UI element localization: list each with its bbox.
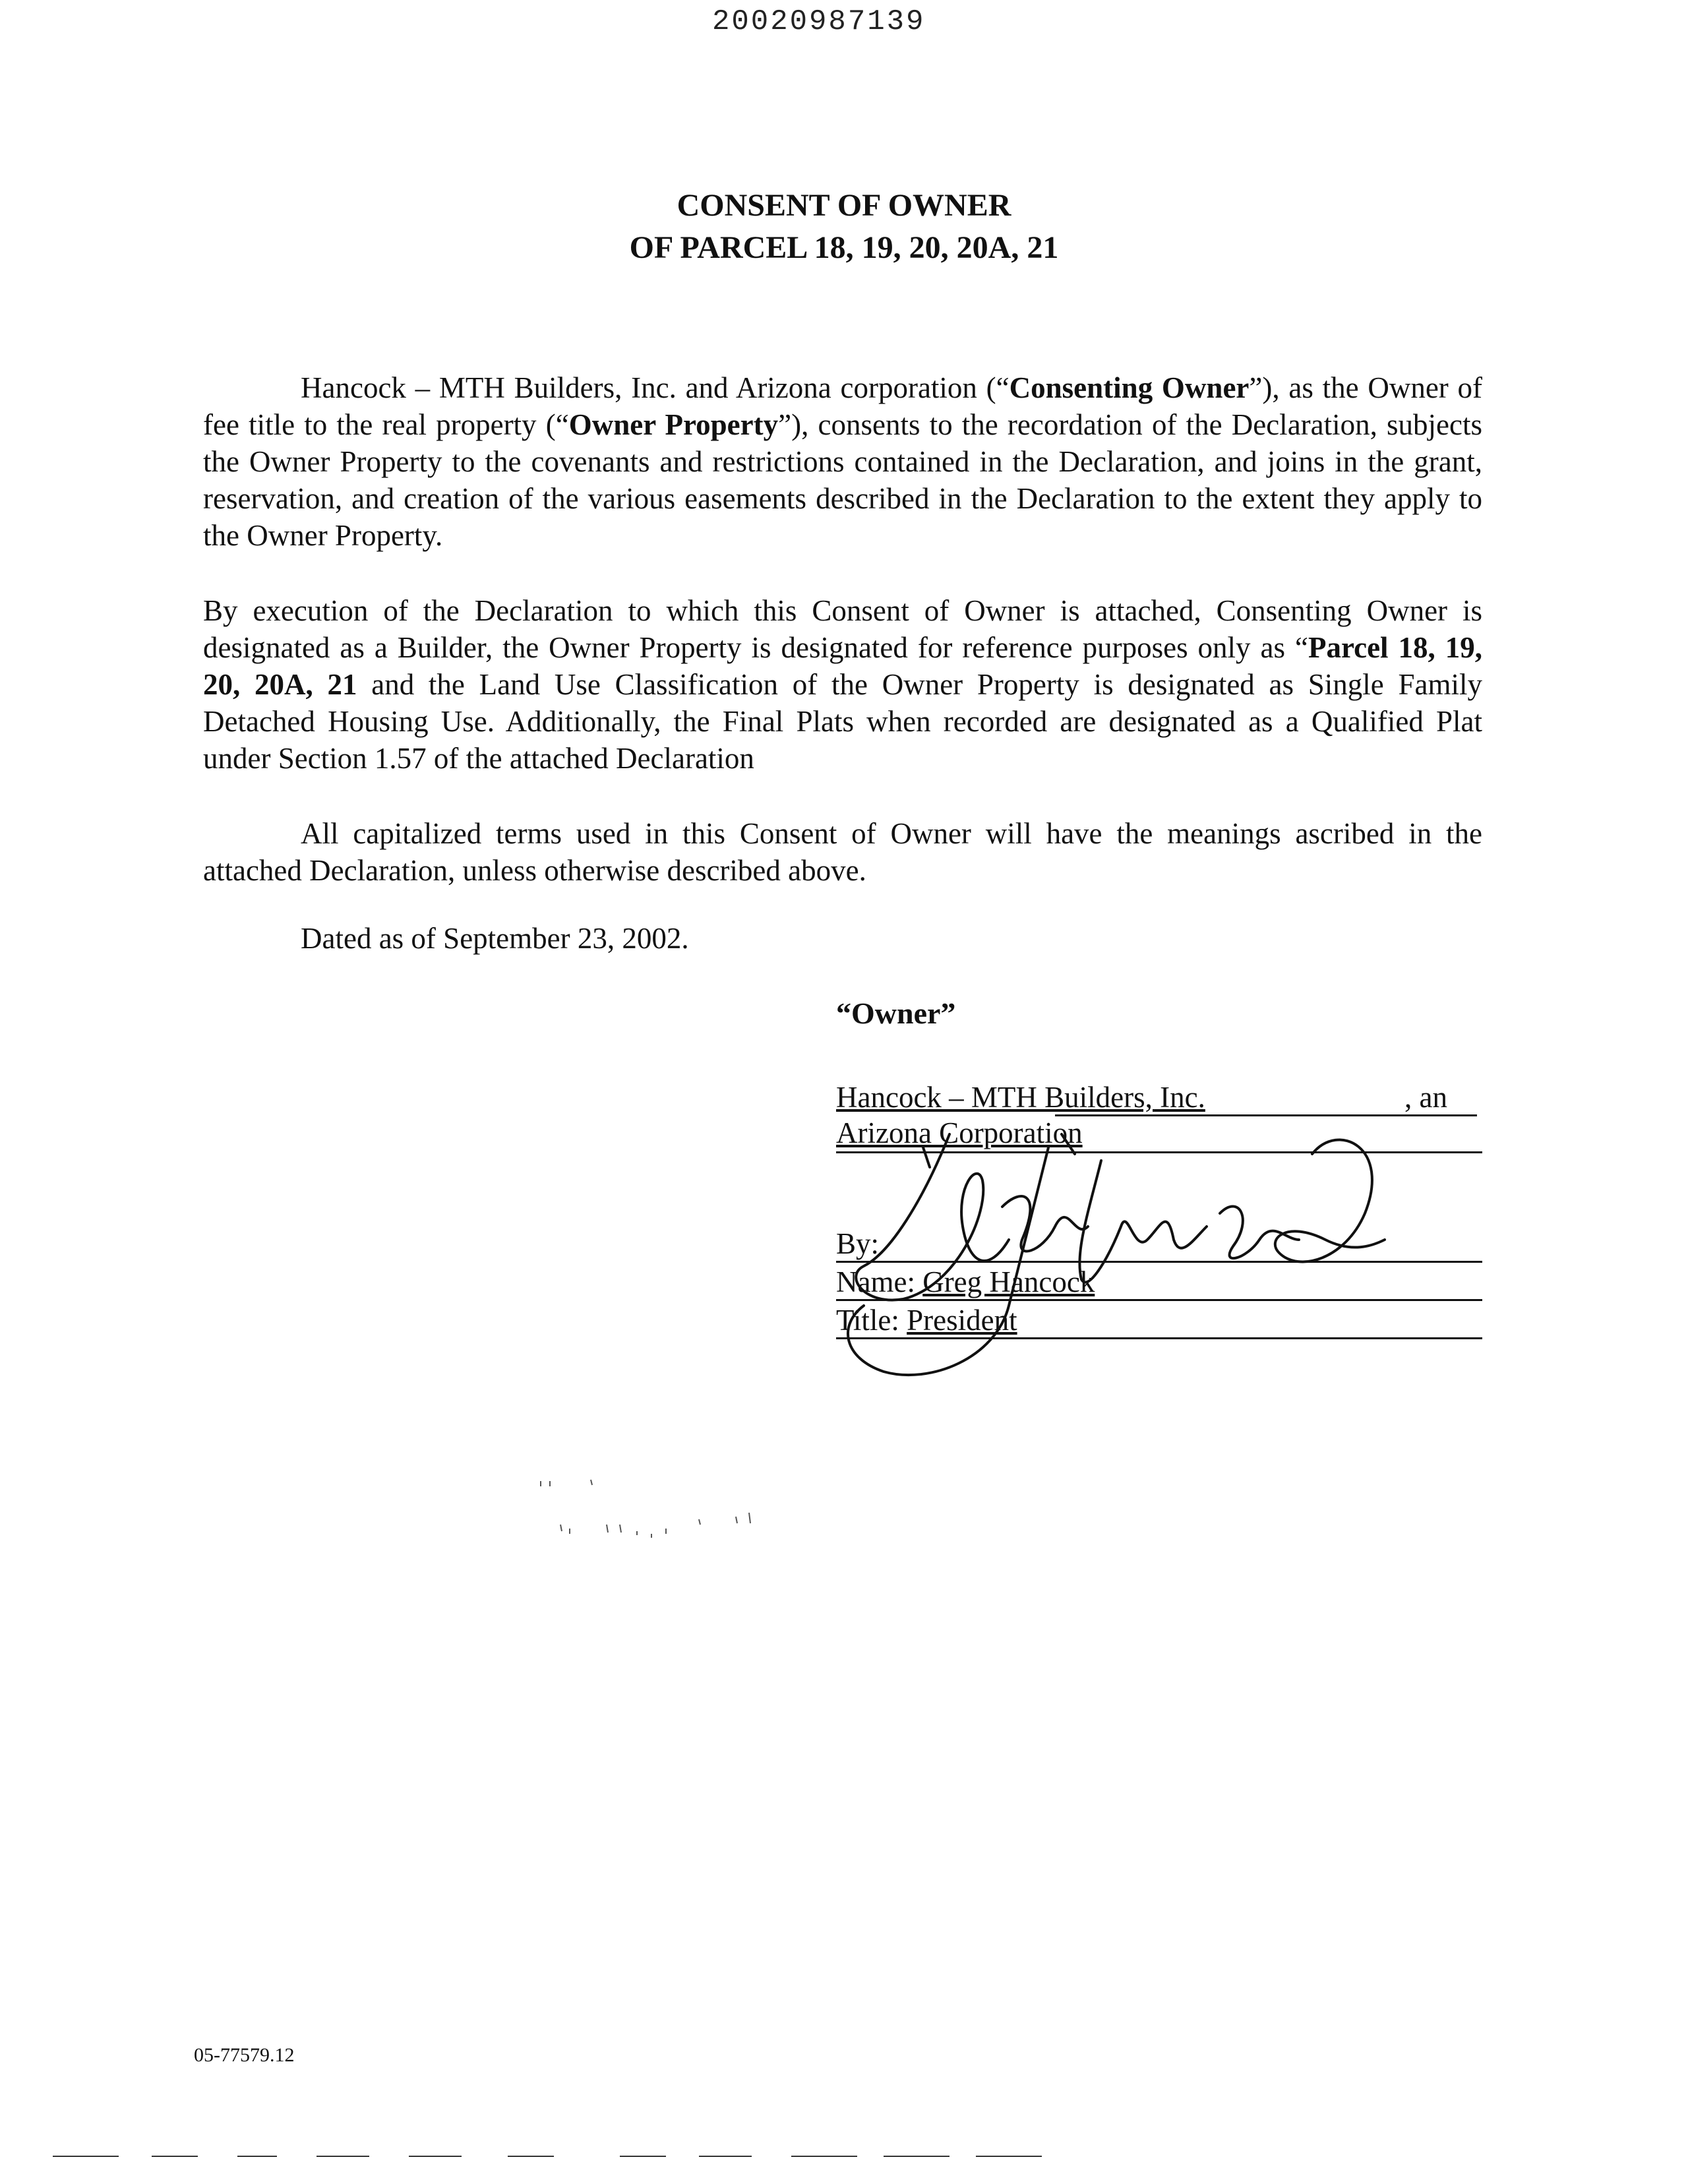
handwritten-signature xyxy=(824,1108,1391,1411)
p1-consenting-owner: Consenting Owner xyxy=(1009,371,1250,404)
paragraph-consent xyxy=(203,369,1482,554)
footer-code: 05-77579.12 xyxy=(194,2044,295,2066)
p1-text-e: ”), consents to the recordation of the Declaration, subjects the Owner Property to the covenants and restrictions contained in the Declaration, and joins in the grant, reservation, and creation of the various easements described in the Declaration to the extent they apply to the Owner Property. xyxy=(203,408,1483,552)
by-label: By: xyxy=(836,1227,880,1260)
title-label: Title: xyxy=(836,1304,899,1337)
p1-text-c: ”), as the Owner of fee title to the real property (“ xyxy=(203,371,1483,441)
name-label: Name: xyxy=(836,1265,915,1298)
scan-bottom-edge xyxy=(53,2150,1055,2163)
p2-text-c: and the Land Use Classification of the Owner Property is designated as Single Family Detached Housing Use. Additionally, the Final Plats when recorded are designated as a Qualified Plat under Section 1.57 of the attached Declaration xyxy=(203,668,1483,775)
title-value: President xyxy=(907,1304,1017,1337)
title-line-2: OF PARCEL 18, 19, 20, 20A, 21 xyxy=(629,230,1059,265)
p2-parcel: Parcel 18, 19, 20, 20A, 21 xyxy=(203,631,1482,701)
document-title xyxy=(0,185,1688,269)
document-number: 20020987139 xyxy=(712,5,926,38)
p1-text-a: Hancock – MTH Builders, Inc. and Arizona corporation (“ xyxy=(301,371,1010,404)
name-value: Greg Hancock xyxy=(922,1265,1095,1298)
p1-owner-property: Owner Property xyxy=(568,408,779,441)
company-name: Hancock – MTH Builders, Inc. xyxy=(836,1081,1205,1114)
title-line-1: CONSENT OF OWNER xyxy=(677,188,1011,223)
p2-text-a: By execution of the Declaration to which this Consent of Owner is attached, Consenting Owner is designated as a Builder, the Owner Property is designated for reference purposes only as “ xyxy=(203,594,1482,664)
scan-noise-marks xyxy=(528,1477,831,1556)
paragraph-designation xyxy=(203,592,1482,777)
owner-label: “Owner” xyxy=(836,996,956,1030)
paragraph-terms: All capitalized terms used in this Consent of Owner will have the meanings ascribed in the attached Declaration, unless otherwise described above. xyxy=(203,817,1482,887)
company-state: Arizona Corporation xyxy=(836,1116,1083,1149)
dated-line: Dated as of September 23, 2002. xyxy=(301,922,689,955)
company-suffix: , an xyxy=(1404,1081,1447,1114)
